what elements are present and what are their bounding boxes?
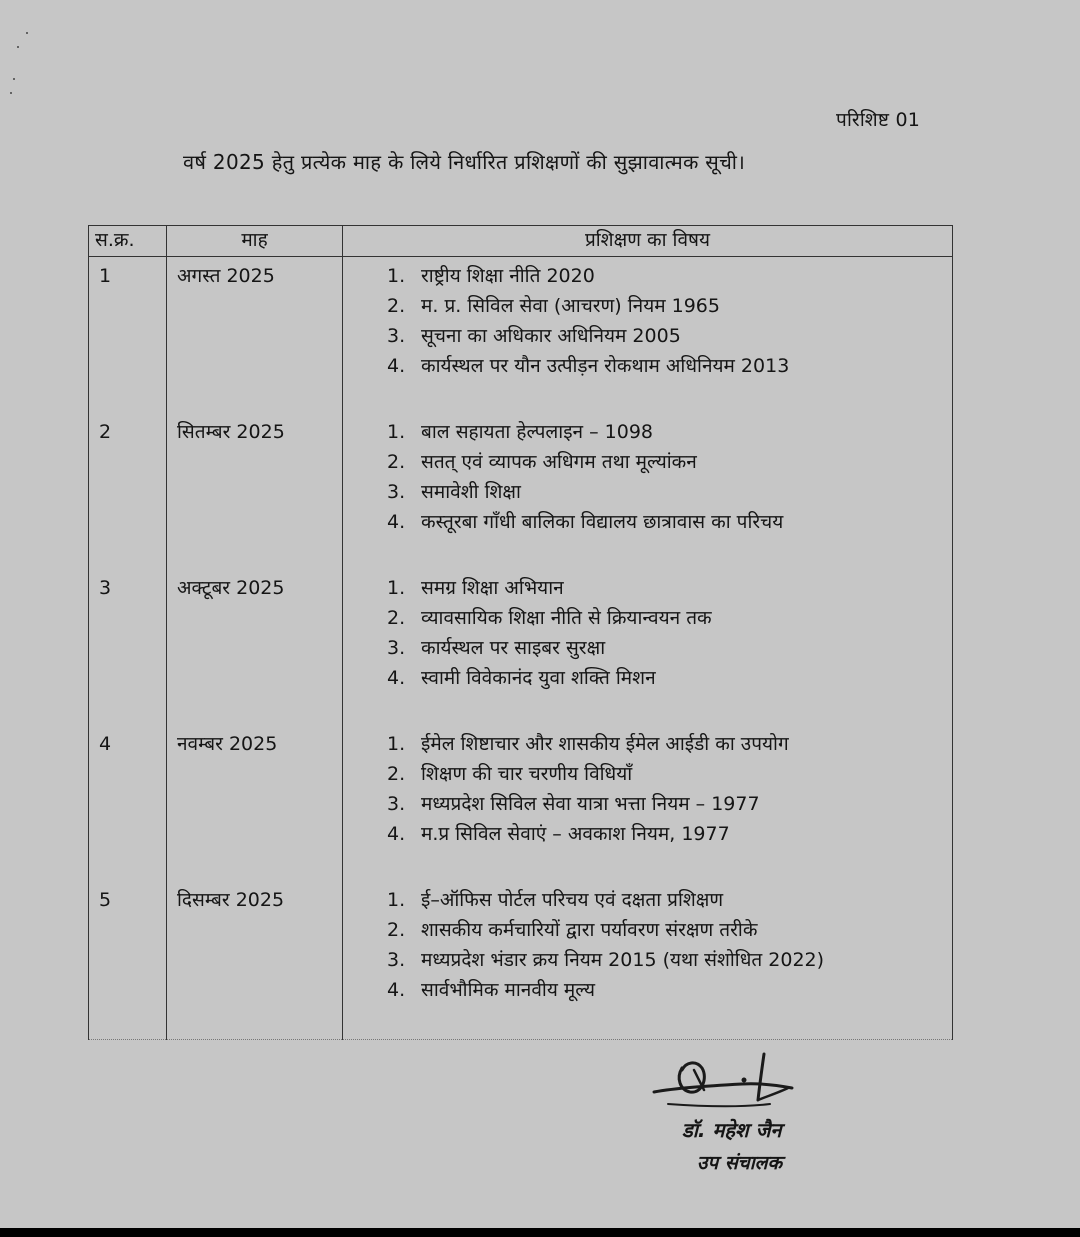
- header-subject: प्रशिक्षण का विषय: [343, 226, 953, 257]
- scan-speck: [26, 32, 28, 34]
- serial-number: 4: [89, 725, 167, 881]
- topic-number: 2.: [387, 295, 406, 317]
- table-body: [89, 257, 953, 1040]
- signatory-name: डॉ. महेश जैन: [682, 1118, 782, 1142]
- topic-list: [343, 417, 952, 537]
- header-serial: स.क्र.: [89, 226, 167, 257]
- signature: [646, 1048, 806, 1118]
- month-cell: अक्टूबर 2025: [167, 569, 343, 725]
- topic-number: 2.: [387, 919, 406, 941]
- table-row: [89, 881, 953, 1040]
- list-item: [387, 789, 952, 819]
- list-item: [387, 819, 952, 849]
- topic-number: 3.: [387, 481, 406, 503]
- topic-number: 2.: [387, 607, 406, 629]
- table-row: [89, 569, 953, 725]
- scan-speck: [17, 46, 19, 48]
- topic-text: स्वामी विवेकानंद युवा शक्ति मिशन: [421, 667, 656, 689]
- table-row: [89, 413, 953, 569]
- topic-text: शासकीय कर्मचारियों द्वारा पर्यावरण संरक्षण तरीके: [421, 919, 758, 941]
- topic-number: 1.: [387, 889, 406, 911]
- list-item: [387, 261, 952, 291]
- scan-speck: [10, 92, 12, 94]
- list-item: [387, 447, 952, 477]
- list-item: [387, 885, 952, 915]
- topic-text: शिक्षण की चार चरणीय विधियाँ: [421, 763, 633, 785]
- topic-text: कार्यस्थल पर यौन उत्पीड़न रोकथाम अधिनियम 2013: [421, 355, 790, 377]
- topic-number: 4.: [387, 511, 406, 533]
- topic-number: 2.: [387, 451, 406, 473]
- topic-text: सार्वभौमिक मानवीय मूल्य: [421, 979, 595, 1001]
- topics-cell: [343, 257, 953, 414]
- topic-number: 2.: [387, 763, 406, 785]
- topic-list: [343, 261, 952, 381]
- list-item: [387, 291, 952, 321]
- list-item: [387, 351, 952, 381]
- list-item: [387, 975, 952, 1005]
- annexure-label: परिशिष्ट 01: [836, 109, 921, 131]
- topic-text: राष्ट्रीय शिक्षा नीति 2020: [421, 265, 595, 287]
- topic-number: 4.: [387, 355, 406, 377]
- topic-text: सतत् एवं व्यापक अधिगम तथा मूल्यांकन: [421, 451, 697, 473]
- topics-cell: [343, 569, 953, 725]
- table-row: [89, 257, 953, 414]
- list-item: [387, 915, 952, 945]
- topic-number: 4.: [387, 823, 406, 845]
- list-item: [387, 417, 952, 447]
- serial-number: 3: [89, 569, 167, 725]
- topic-number: 4.: [387, 979, 406, 1001]
- topic-text: कस्तूरबा गाँधी बालिका विद्यालय छात्रावास का परिचय: [421, 511, 784, 533]
- list-item: [387, 759, 952, 789]
- document-title: वर्ष 2025 हेतु प्रत्येक माह के लिये निर्धारित प्रशिक्षणों की सुझावात्मक सूची।: [183, 150, 746, 174]
- list-item: [387, 477, 952, 507]
- table-row: [89, 725, 953, 881]
- topic-list: [343, 885, 952, 1005]
- topic-text: म.प्र सिविल सेवाएं – अवकाश नियम, 1977: [421, 823, 730, 845]
- list-item: [387, 945, 952, 975]
- topic-text: कार्यस्थल पर साइबर सुरक्षा: [421, 637, 606, 659]
- signatory-designation: उप संचालक: [697, 1152, 783, 1174]
- list-item: [387, 573, 952, 603]
- month-cell: सितम्बर 2025: [167, 413, 343, 569]
- list-item: [387, 321, 952, 351]
- list-item: [387, 603, 952, 633]
- topic-number: 3.: [387, 949, 406, 971]
- topics-cell: [343, 881, 953, 1040]
- list-item: [387, 663, 952, 693]
- serial-number: 1: [89, 257, 167, 414]
- topic-text: बाल सहायता हेल्पलाइन – 1098: [421, 421, 653, 443]
- header-month: माह: [167, 226, 343, 257]
- serial-number: 5: [89, 881, 167, 1040]
- topic-text: मध्यप्रदेश सिविल सेवा यात्रा भत्ता नियम – 1977: [421, 793, 760, 815]
- topics-cell: [343, 413, 953, 569]
- topic-number: 1.: [387, 733, 406, 755]
- topic-number: 1.: [387, 421, 406, 443]
- month-cell: दिसम्बर 2025: [167, 881, 343, 1040]
- topic-number: 1.: [387, 265, 406, 287]
- topic-text: व्यावसायिक शिक्षा नीति से क्रियान्वयन तक: [421, 607, 712, 629]
- topic-number: 1.: [387, 577, 406, 599]
- topic-text: ईमेल शिष्टाचार और शासकीय ईमेल आईडी का उपयोग: [421, 733, 789, 755]
- list-item: [387, 729, 952, 759]
- topic-text: समावेशी शिक्षा: [421, 481, 521, 503]
- topic-number: 3.: [387, 325, 406, 347]
- table-header-row: [89, 226, 953, 257]
- bottom-border: [0, 1228, 1080, 1237]
- list-item: [387, 507, 952, 537]
- topic-number: 4.: [387, 667, 406, 689]
- scan-speck: [13, 78, 15, 80]
- serial-number: 2: [89, 413, 167, 569]
- month-cell: अगस्त 2025: [167, 257, 343, 414]
- topic-text: म. प्र. सिविल सेवा (आचरण) नियम 1965: [421, 295, 720, 317]
- topic-text: समग्र शिक्षा अभियान: [421, 577, 564, 599]
- list-item: [387, 633, 952, 663]
- topic-text: मध्यप्रदेश भंडार क्रय नियम 2015 (यथा संशोधित 2022): [421, 949, 825, 971]
- topic-list: [343, 573, 952, 693]
- topic-list: [343, 729, 952, 849]
- month-cell: नवम्बर 2025: [167, 725, 343, 881]
- topic-text: ई–ऑफिस पोर्टल परिचय एवं दक्षता प्रशिक्षण: [421, 889, 724, 911]
- topic-text: सूचना का अधिकार अधिनियम 2005: [421, 325, 681, 347]
- topic-number: 3.: [387, 637, 406, 659]
- training-schedule-table: [88, 225, 953, 1040]
- topic-number: 3.: [387, 793, 406, 815]
- topics-cell: [343, 725, 953, 881]
